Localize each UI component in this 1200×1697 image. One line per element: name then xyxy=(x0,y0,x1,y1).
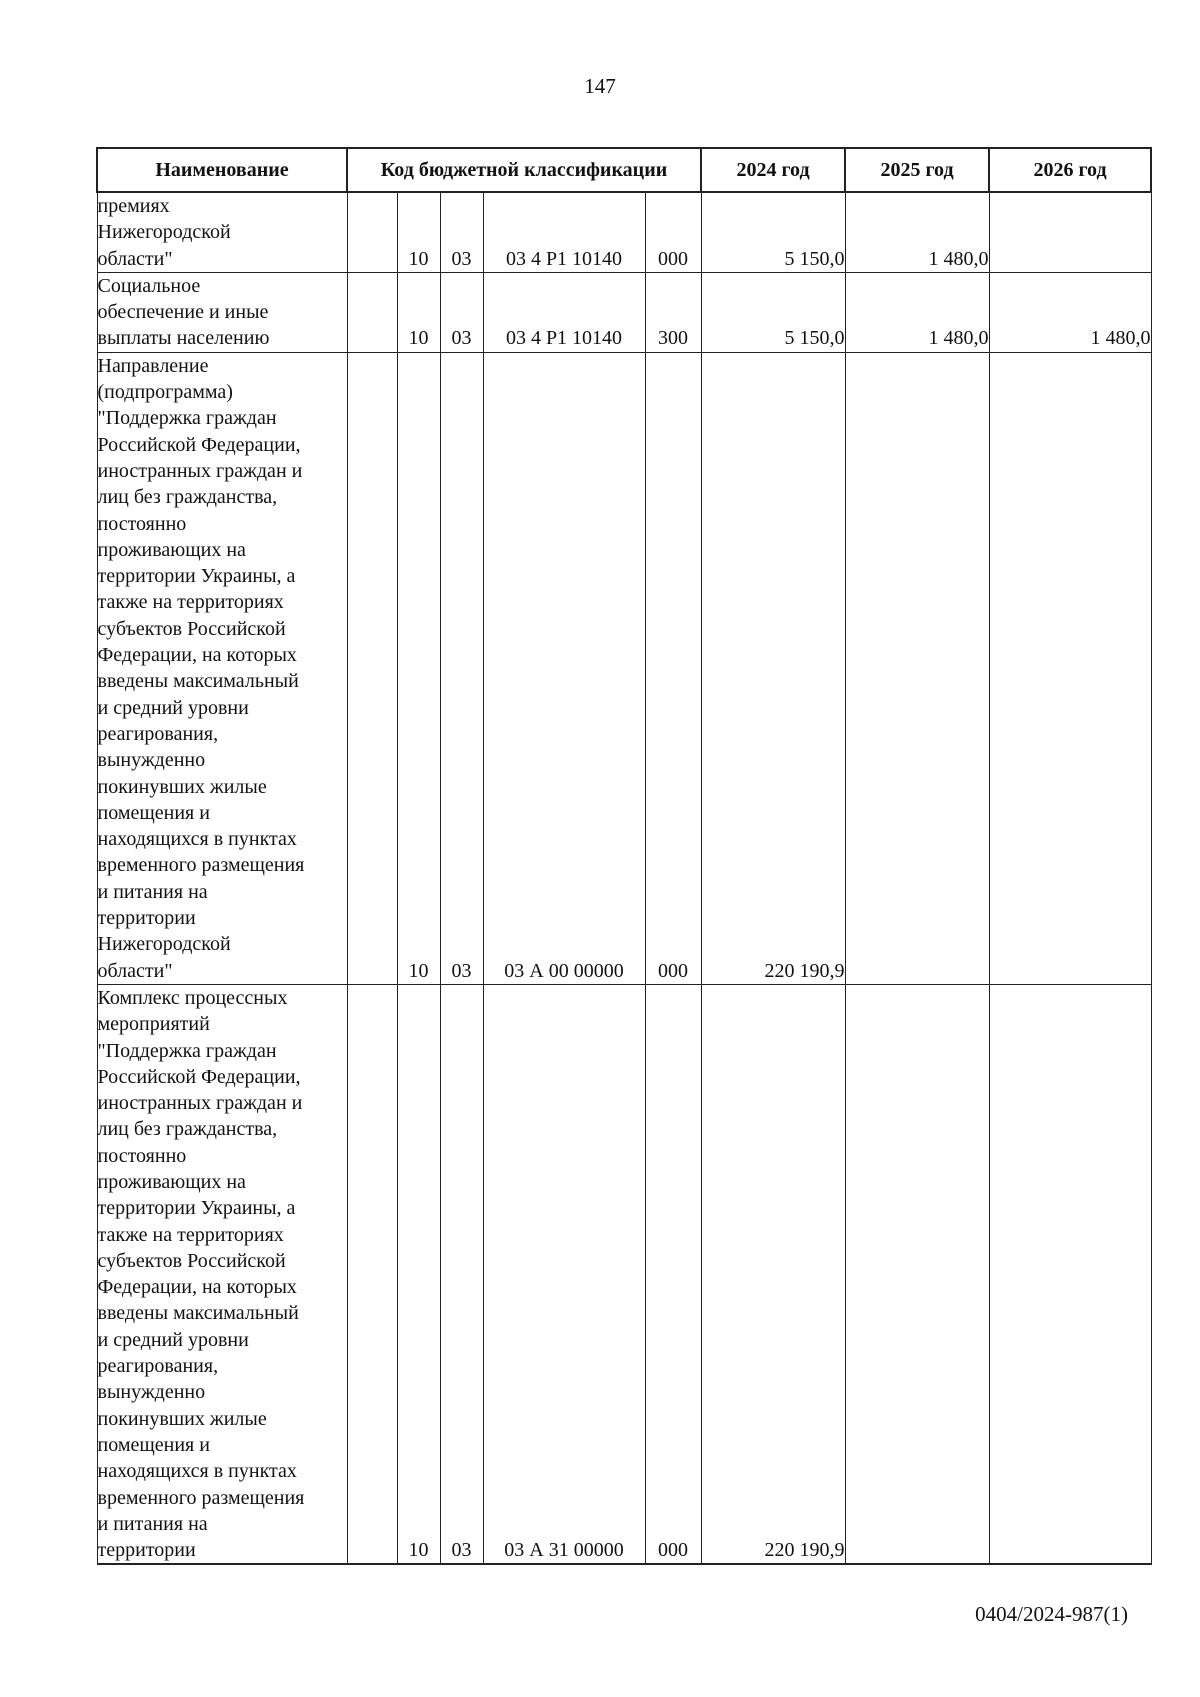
row-name: Направление (подпрограмма) "Поддержка граждан Российской Федерации, иностранных граждан и лиц без гражданства, постоянно проживающих на территории Украины, а также на территориях субъектов Российской Федерации, на которых введены максимальный и средний уровни реагирования, вынужденно покинувших жилые помещения и находящихся в пунктах временного размещения и питания на территории Нижегородской области" xyxy=(97,352,347,984)
header-2024: 2024 год xyxy=(701,148,845,192)
code-part-1 xyxy=(347,272,397,352)
code-expense-type: 000 xyxy=(645,352,701,984)
table-header-row xyxy=(97,148,1151,192)
code-target-article: 03 4 P1 10140 xyxy=(483,192,645,272)
budget-table xyxy=(96,147,1152,1565)
header-2026: 2026 год xyxy=(989,148,1151,192)
table-row xyxy=(97,192,1151,272)
header-code: Код бюджетной классификации xyxy=(347,148,701,192)
table-row xyxy=(97,352,1151,984)
code-subsection: 03 xyxy=(440,984,483,1564)
value-2025: 1 480,0 xyxy=(845,192,989,272)
value-2026: 1 480,0 xyxy=(989,272,1151,352)
header-name: Наименование xyxy=(97,148,347,192)
code-expense-type: 000 xyxy=(645,192,701,272)
code-subsection: 03 xyxy=(440,192,483,272)
value-2025: 1 480,0 xyxy=(845,272,989,352)
code-section: 10 xyxy=(397,272,440,352)
code-section: 10 xyxy=(397,192,440,272)
value-2024: 220 190,9 xyxy=(701,352,845,984)
code-subsection: 03 xyxy=(440,272,483,352)
table-row xyxy=(97,272,1151,352)
code-target-article: 03 А 31 00000 xyxy=(483,984,645,1564)
row-name: Комплекс процессных мероприятий "Поддержка граждан Российской Федерации, иностранных граждан и лиц без гражданства, постоянно проживающих на территории Украины, а также на территориях субъектов Российской Федерации, на которых введены максимальный и средний уровни реагирования, вынужденно покинувших жилые помещения и находящихся в пунктах временного размещения и питания на территории xyxy=(97,984,347,1564)
code-target-article: 03 А 00 00000 xyxy=(483,352,645,984)
value-2026 xyxy=(989,984,1151,1564)
code-part-1 xyxy=(347,984,397,1564)
value-2025 xyxy=(845,984,989,1564)
value-2024: 5 150,0 xyxy=(701,192,845,272)
value-2025 xyxy=(845,352,989,984)
header-2025: 2025 год xyxy=(845,148,989,192)
code-section: 10 xyxy=(397,984,440,1564)
row-name: Социальное обеспечение и иные выплаты населению xyxy=(97,272,347,352)
code-expense-type: 000 xyxy=(645,984,701,1564)
code-expense-type: 300 xyxy=(645,272,701,352)
value-2024: 220 190,9 xyxy=(701,984,845,1564)
document-id: 0404/2024-987(1) xyxy=(975,1602,1128,1626)
value-2026 xyxy=(989,192,1151,272)
value-2024: 5 150,0 xyxy=(701,272,845,352)
code-part-1 xyxy=(347,352,397,984)
value-2026 xyxy=(989,352,1151,984)
code-section: 10 xyxy=(397,352,440,984)
code-target-article: 03 4 P1 10140 xyxy=(483,272,645,352)
table-row xyxy=(97,984,1151,1564)
row-name: премиях Нижегородской области" xyxy=(97,192,347,272)
page-number: 147 xyxy=(584,74,616,98)
code-part-1 xyxy=(347,192,397,272)
code-subsection: 03 xyxy=(440,352,483,984)
